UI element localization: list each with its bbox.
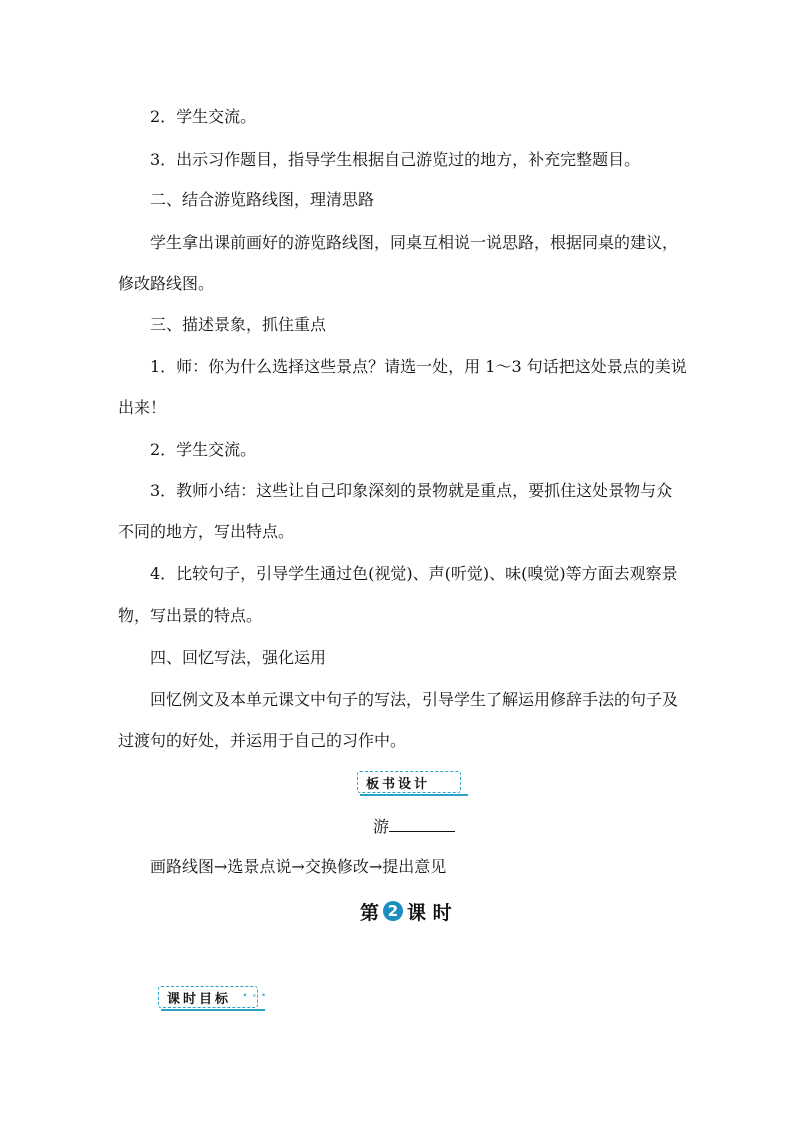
section-heading: 四、回忆写法，强化运用 <box>150 648 327 667</box>
lesson-heading <box>360 898 452 924</box>
section-heading: 三、描述景象，抓住重点 <box>150 315 327 334</box>
paragraph-continuation: 不同的地方，写出特点。 <box>118 522 295 541</box>
paragraph-continuation: 物，写出景的特点。 <box>118 606 263 625</box>
lesson-prefix: 第 <box>360 901 380 924</box>
paragraph: 学生拿出课前画好的游览路线图，同桌互相说一说思路，根据同桌的建议， <box>150 233 679 252</box>
objectives-heading: 课时目标 <box>167 991 232 1007</box>
paragraph: 1．师：你为什么选择这些景点？请选一处，用 1～3 句话把这处景点的美说 <box>150 357 687 376</box>
badge-underline-decoration <box>360 794 468 796</box>
paragraph-continuation: 过渡句的好处，并运用于自己的习作中。 <box>118 731 407 750</box>
paragraph: 3．教师小结：这些让自己印象深刻的景物就是重点，要抓住这处景物与众 <box>150 481 673 500</box>
board-design-heading: 板书设计 <box>366 776 431 792</box>
board-flow: 画路线图→选景点说→交换修改→提出意见 <box>150 857 447 876</box>
board-design-badge <box>357 771 461 793</box>
paragraph: 2．学生交流。 <box>150 107 257 126</box>
paragraph: 2．学生交流。 <box>150 440 257 459</box>
fill-in-blank <box>389 817 455 832</box>
paragraph: 3．出示习作题目，指导学生根据自己游览过的地方，补充完整题目。 <box>150 150 641 169</box>
section-heading: 二、结合游览路线图，理清思路 <box>150 190 375 209</box>
board-title <box>373 817 455 837</box>
paragraph-continuation: 出来！ <box>118 398 167 417</box>
paragraph: 回忆例文及本单元课文中句子的写法，引导学生了解运用修辞手法的句子及 <box>150 690 679 709</box>
paragraph-continuation: 修改路线图。 <box>118 274 215 293</box>
paragraph: 4．比较句子，引导学生通过色(视觉)、声(听觉)、味(嗅觉)等方面去观察景 <box>150 564 678 583</box>
dots-decoration-icon: • ∘ • <box>242 991 267 1000</box>
badge-underline-decoration <box>161 1009 265 1011</box>
board-title-prefix: 游 <box>373 817 390 836</box>
lesson-suffix: 课 时 <box>407 901 452 924</box>
lesson-number-badge: 2 <box>383 901 403 921</box>
objectives-badge <box>158 986 267 1008</box>
